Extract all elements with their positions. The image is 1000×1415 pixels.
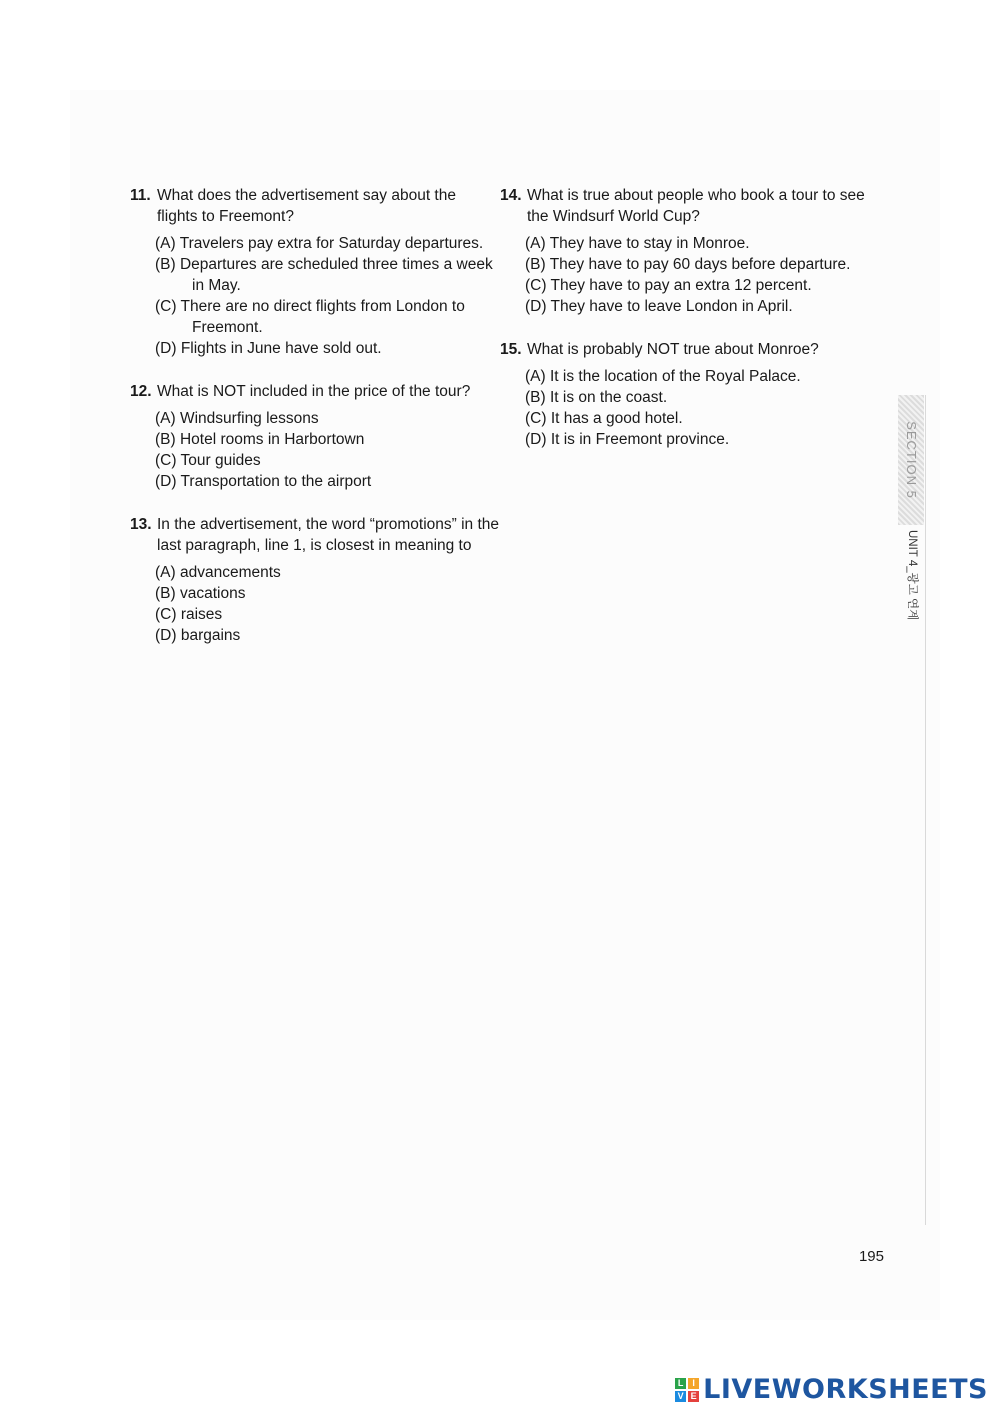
answer-option: (A) advancements — [155, 564, 281, 581]
answer-option: (B) Departures are scheduled three times a week in May. — [155, 256, 493, 294]
answer-option: (A) They have to stay in Monroe. — [525, 235, 750, 252]
liveworksheets-brand[interactable] — [675, 1374, 988, 1405]
answer-option: (B) vacations — [155, 585, 246, 602]
answer-options — [500, 233, 880, 317]
answer-option: (D) Flights in June have sold out. — [155, 340, 382, 357]
question-stem — [500, 339, 880, 360]
logo-letter: V — [675, 1391, 686, 1402]
answer-option: (C) They have to pay an extra 12 percent. — [525, 277, 812, 294]
answer-option: (D) They have to leave London in April. — [525, 298, 793, 315]
answer-option: (C) Tour guides — [155, 452, 261, 469]
answer-option: (A) Travelers pay extra for Saturday departures. — [155, 235, 484, 252]
answer-option: (B) It is on the coast. — [525, 389, 668, 406]
margin-rule — [925, 395, 926, 1225]
answer-option: (D) bargains — [155, 627, 241, 644]
answer-option: (D) Transportation to the airport — [155, 473, 372, 490]
answer-option: (A) It is the location of the Royal Palace. — [525, 368, 801, 385]
unit-label: UNIT 4_광고 연계 — [906, 530, 918, 621]
question-stem — [500, 185, 880, 227]
question-number: 15. — [500, 341, 522, 358]
answer-option: (C) There are no direct flights from London to Freemont. — [155, 298, 465, 336]
answer-option: (D) It is in Freemont province. — [525, 431, 730, 448]
question-number: 14. — [500, 187, 522, 204]
answer-options — [500, 366, 880, 450]
answer-options — [130, 408, 500, 492]
question-stem — [130, 381, 500, 402]
answer-option: (B) Hotel rooms in Harbortown — [155, 431, 365, 448]
question-text: What is probably NOT true about Monroe? — [527, 341, 819, 358]
brand-name: LIVEWORKSHEETS — [703, 1374, 988, 1405]
question-number: 12. — [130, 383, 152, 400]
right-column — [500, 185, 880, 472]
answer-options — [130, 562, 500, 646]
question-text: What is NOT included in the price of the tour? — [157, 383, 471, 400]
question-12 — [130, 381, 500, 492]
answer-option: (A) Windsurfing lessons — [155, 410, 319, 427]
question-text: What does the advertisement say about the flights to Freemont? — [157, 187, 456, 225]
logo-letter: I — [688, 1378, 699, 1389]
question-text: What is true about people who book a tour to see the Windsurf World Cup? — [527, 187, 865, 225]
section-tab-label: SECTION 5 — [904, 421, 919, 499]
question-stem — [130, 185, 500, 227]
question-14 — [500, 185, 880, 317]
logo-letter: E — [688, 1391, 699, 1402]
answer-option: (C) It has a good hotel. — [525, 410, 683, 427]
question-text: In the advertisement, the word “promotions” in the last paragraph, line 1, is closest in meaning to — [157, 516, 500, 554]
question-number: 11. — [130, 187, 151, 204]
question-number: 13. — [130, 516, 152, 533]
section-tab — [898, 395, 924, 525]
answer-option: (C) raises — [155, 606, 223, 623]
liveworksheets-logo-icon — [675, 1378, 699, 1402]
logo-letter: L — [675, 1378, 686, 1389]
question-11 — [130, 185, 500, 359]
page-number: 195 — [858, 1248, 884, 1265]
left-column — [130, 185, 500, 668]
question-15 — [500, 339, 880, 450]
question-stem — [130, 514, 500, 556]
answer-options — [130, 233, 500, 359]
answer-option: (B) They have to pay 60 days before departure. — [525, 256, 851, 273]
question-13 — [130, 514, 500, 646]
